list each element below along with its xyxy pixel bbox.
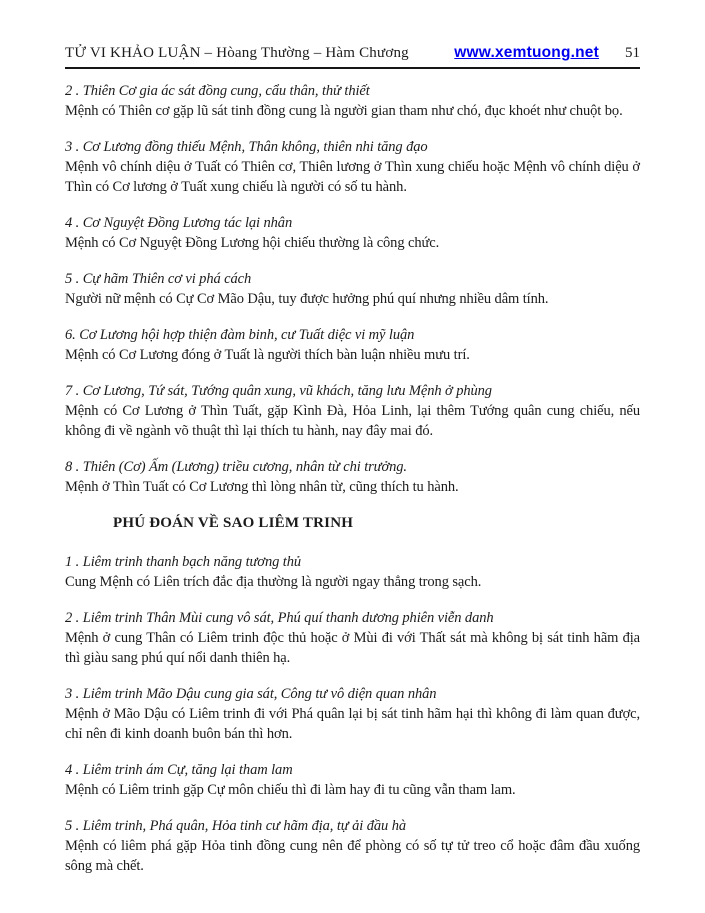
list-item [65, 552, 640, 592]
list-item [65, 816, 640, 876]
section [65, 81, 640, 497]
item-title: 2 . Thiên Cơ gia ác sát đồng cung, cẩu thân, thử thiết [65, 83, 370, 99]
item-title: 2 . Liêm trinh Thân Mùi cung vô sát, Phú quí thanh dương phiên viễn danh [65, 610, 494, 626]
section [65, 513, 640, 876]
item-body: Cung Mệnh có Liên trích đắc địa thường là người ngay thẳng trong sạch. [65, 574, 482, 590]
list-item [65, 381, 640, 441]
section-items [65, 552, 640, 876]
item-title: 6. Cơ Lương hội hợp thiện đàm binh, cư Tuất diệc vi mỹ luận [65, 327, 415, 343]
item-body: Mệnh có liêm phá gặp Hỏa tinh đồng cung nên để phòng có số tự tử treo cổ hoặc đâm đầu xuống sông mà chết. [65, 838, 640, 874]
item-title: 3 . Cơ Lương đồng thiếu Mệnh, Thân không, thiên nhi tăng đạo [65, 139, 428, 155]
item-title: 7 . Cơ Lương, Tứ sát, Tướng quân xung, vũ khách, tăng lưu Mệnh ở phùng [65, 383, 492, 399]
page-number: 51 [625, 45, 640, 61]
item-title: 5 . Liêm trinh, Phá quân, Hỏa tinh cư hãm địa, tự ải đầu hà [65, 818, 406, 834]
section-items [65, 81, 640, 497]
item-body: Mệnh có Cơ Lương đóng ở Tuất là người thích bàn luận nhiều mưu trí. [65, 347, 470, 363]
page-header [65, 44, 640, 62]
item-title: 8 . Thiên (Cơ) Ấm (Lương) triều cương, nhân từ chi trưởng. [65, 459, 407, 475]
header-link[interactable]: www.xemtuong.net [454, 44, 599, 61]
section-heading: PHÚ ĐOÁN VỀ SAO LIÊM TRINH [113, 515, 354, 531]
list-item [65, 269, 640, 309]
list-item [65, 760, 640, 800]
item-body: Mệnh có Liêm trinh gặp Cự môn chiếu thì đi làm hay đi tu cũng vẫn tham lam. [65, 782, 516, 798]
item-body: Mệnh có Thiên cơ gặp lũ sát tinh đồng cung là người gian tham như chó, đục khoét như chuột bọ. [65, 103, 623, 119]
item-title: 1 . Liêm trinh thanh bạch năng tương thủ [65, 554, 301, 570]
item-title: 4 . Cơ Nguyệt Đồng Lương tác lại nhân [65, 215, 293, 231]
list-item [65, 325, 640, 365]
item-title: 3 . Liêm trinh Mão Dậu cung gia sát, Công tư vô diện quan nhân [65, 686, 437, 702]
content [65, 69, 640, 876]
item-body: Mệnh ở Thìn Tuất có Cơ Lương thì lòng nhân từ, cũng thích tu hành. [65, 479, 459, 495]
item-body: Mệnh có Cơ Nguyệt Đồng Lương hội chiếu thường là công chức. [65, 235, 440, 251]
item-title: 4 . Liêm trinh ám Cự, tăng lại tham lam [65, 762, 293, 778]
list-item [65, 137, 640, 197]
list-item [65, 213, 640, 253]
list-item [65, 457, 640, 497]
list-item [65, 684, 640, 744]
item-body: Mệnh ở cung Thân có Liêm trinh độc thủ hoặc ở Mùi đi với Thất sát mà không bị sát tinh hãm địa thì giàu sang phú quí nổi danh thiên hạ. [65, 630, 640, 666]
item-body: Mệnh vô chính diệu ở Tuất có Thiên cơ, Thiên lương ở Thìn xung chiếu hoặc Mệnh vô chính diệu ở Thìn có Cơ lương ở Tuất xung chiếu là người có số tu hành. [65, 159, 640, 195]
list-item [65, 608, 640, 668]
item-body: Mệnh ở Mão Dậu có Liêm trinh đi với Phá quân lại bị sát tinh hãm hại thì không đi làm quan được, chỉ nên đi kinh doanh buôn bán thì hơn. [65, 706, 640, 742]
header-title: TỬ VI KHẢO LUẬN – Hòang Thường – Hàm Chương [65, 45, 409, 61]
item-body: Người nữ mệnh có Cự Cơ Mão Dậu, tuy được hưởng phú quí nhưng nhiều dâm tính. [65, 291, 549, 307]
list-item [65, 81, 640, 121]
item-body: Mệnh có Cơ Lương ở Thìn Tuất, gặp Kình Đà, Hỏa Linh, lại thêm Tướng quân cung chiếu, nếu không đi về ngành võ thuật thì lại thích tu hành, nay đây mai đó. [65, 403, 640, 439]
item-title: 5 . Cự hãm Thiên cơ vi phá cách [65, 271, 252, 287]
